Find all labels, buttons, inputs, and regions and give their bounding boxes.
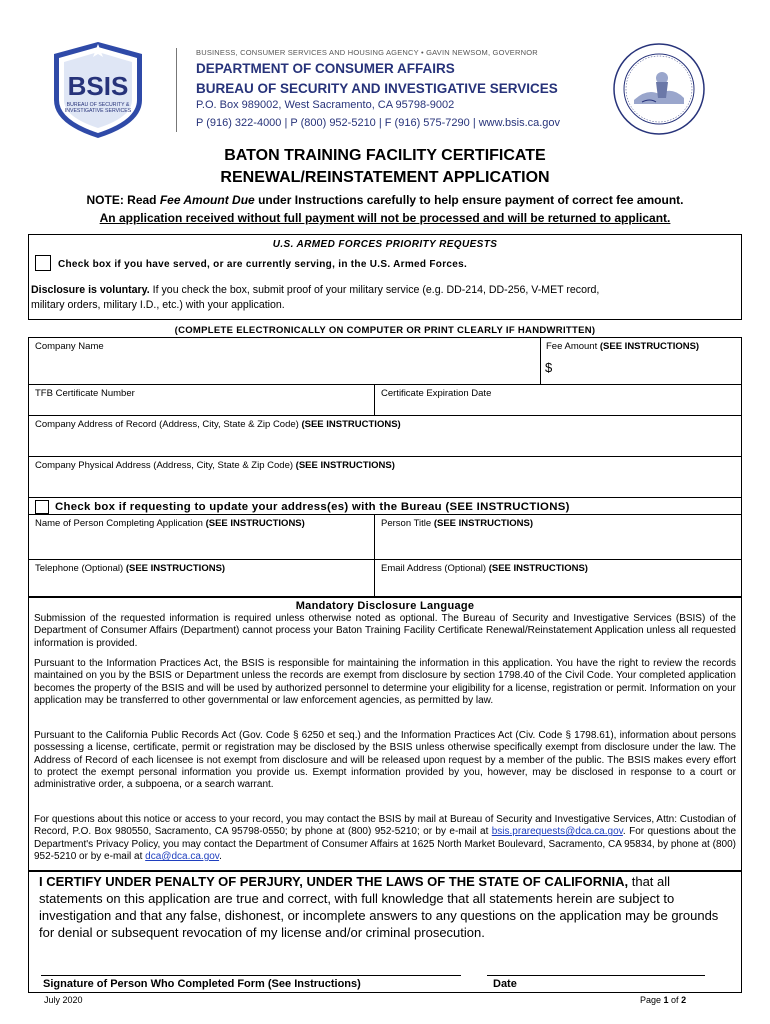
page-current: 1 <box>663 995 669 1005</box>
telephone-instructions: (SEE INSTRUCTIONS) <box>125 563 226 574</box>
fee-amount-label <box>546 341 699 352</box>
telephone-label <box>35 563 225 574</box>
tfb-number-input[interactable] <box>37 400 367 414</box>
application-form <box>28 337 742 597</box>
svg-text:BUREAU OF SECURITY &: BUREAU OF SECURITY & <box>66 102 130 108</box>
note-prefix: NOTE: Read <box>86 193 160 207</box>
bsis-email-link[interactable]: bsis.prarequests@dca.ca.gov <box>491 826 623 838</box>
telephone-input[interactable] <box>37 576 367 594</box>
contact-text-3: . <box>219 850 222 862</box>
signature-line <box>41 975 461 976</box>
military-checkbox-label: Check box if you have served, or are currently serving, in the U.S. Armed Forces. <box>58 259 468 270</box>
certification-text: that all statements on this application are true and correct, with full knowledge that all statements herein are subject to investigation and that any false, dishonest, or incomplete answers to any questions on the application may be grounds for denial or subsequent revocation of my license and/or criminal prosecution. <box>39 874 719 940</box>
bsis-logo <box>44 40 152 140</box>
military-disclosure-line2: military orders, military I.D., etc.) with your application. <box>31 299 285 311</box>
divider <box>29 415 741 416</box>
signature-input[interactable] <box>41 954 461 974</box>
email-instructions: (SEE INSTRUCTIONS) <box>488 563 588 574</box>
expiration-date-label: Certificate Expiration Date <box>381 388 492 399</box>
form-title-line-1: BATON TRAINING FACILITY CERTIFICATE <box>224 147 546 164</box>
completion-instruction: (COMPLETE ELECTRONICALLY ON COMPUTER OR PRINT CLEARLY IF HANDWRITTEN) <box>174 325 596 336</box>
divider <box>29 384 741 385</box>
certification-section <box>28 871 742 993</box>
address-of-record-instructions: (SEE INSTRUCTIONS) <box>301 419 401 430</box>
mandatory-disclosure-section <box>28 597 742 871</box>
page-number <box>640 995 686 1005</box>
disclosure-paragraph-1: Submission of the requested information is required unless otherwise noted as optional. The Bureau of Security and Investigative Services (BSIS) of the Department of Consumer Affairs (Department) cannot process your Baton Training Facility Certificate Renewal/Reinstatement Application unless all requested information is provided. <box>34 613 736 649</box>
signature-label: Signature of Person Who Completed Form (See Instructions) <box>43 978 361 990</box>
dollar-sign: $ <box>545 360 553 375</box>
disclosure-paragraph-3: Pursuant to the California Public Records Act (Gov. Code § 6250 et seq.) and the Information Practices Act (Civ. Code § 1798.61), information about persons possessing a license, certificate, permit or registration may be disclosed by the BSIS unless otherwise specifically exempt from disclosure under the law. The Address of Record of each licensee is not exempt from disclosure and will be released upon request by a member of the public. The BSIS makes every effort to protect the exempt personal information you provide us. Exempt information provided by you, however, may be disclosed in response to a court or administrative order, a subpoena, or a search warrant. <box>34 730 736 791</box>
revision-date: July 2020 <box>44 995 83 1005</box>
note-emphasis: Fee Amount Due <box>159 193 255 207</box>
payment-warning: An application received without full payment will not be processed and will be returned to applicant. <box>99 211 671 225</box>
disclosure-paragraph-4 <box>34 814 736 863</box>
date-line <box>487 975 705 976</box>
date-input[interactable] <box>487 954 705 974</box>
person-name-instructions: (SEE INSTRUCTIONS) <box>205 518 305 529</box>
update-address-label: Check box if requesting to update your address(es) with the Bureau (SEE INSTRUCTIONS) <box>55 501 570 513</box>
fee-note <box>0 193 770 207</box>
disclosure-paragraph-2: Pursuant to the Information Practices Act, the BSIS is responsible for maintaining the information in this application. You have the right to review the records maintained on you by the BSIS or Department unless the records are exempt from disclosure by section 1798.40 of the Civil Code. Your completed application becomes the property of the BSIS and will be used by authorized personnel to determine your eligibility for a license, registration or permit. Information on your application may be transferred to other governmental or law enforcement agencies, as permitted by law. <box>34 658 736 706</box>
department-name: DEPARTMENT OF CONSUMER AFFAIRS <box>196 61 455 76</box>
person-title-input[interactable] <box>381 531 731 557</box>
form-title-line-2: RENEWAL/REINSTATEMENT APPLICATION <box>220 169 550 186</box>
military-priority-section <box>28 234 742 320</box>
physical-address-label <box>35 460 395 471</box>
date-label: Date <box>493 978 517 990</box>
page-of: of <box>668 995 682 1005</box>
email-label <box>381 563 588 574</box>
address-of-record-input[interactable] <box>37 432 733 454</box>
address-of-record-text: Company Address of Record (Address, City, State & Zip Code) <box>35 419 302 430</box>
military-heading: U.S. ARMED FORCES PRIORITY REQUESTS <box>272 239 498 250</box>
divider <box>374 384 375 415</box>
fee-amount-instructions: (SEE INSTRUCTIONS) <box>599 341 700 352</box>
person-name-text: Name of Person Completing Application <box>35 518 206 529</box>
company-name-input[interactable] <box>37 352 537 382</box>
person-title-label <box>381 518 533 529</box>
address-of-record-label <box>35 419 401 430</box>
state-seal-icon <box>612 42 706 136</box>
fee-amount-input[interactable] <box>559 356 734 380</box>
physical-address-input[interactable] <box>37 473 733 495</box>
divider <box>29 514 741 515</box>
voluntary-text: If you check the box, submit proof of your military service (e.g. DD-214, DD-256, V-MET record, <box>149 284 600 296</box>
telephone-text: Telephone (Optional) <box>35 563 126 574</box>
person-title-text: Person Title <box>381 518 434 529</box>
page-total: 2 <box>681 995 687 1005</box>
military-service-checkbox[interactable] <box>35 255 51 271</box>
svg-text:BSIS: BSIS <box>67 71 129 101</box>
certification-statement <box>39 873 733 941</box>
divider <box>29 497 741 498</box>
email-text: Email Address (Optional) <box>381 563 489 574</box>
tfb-number-label: TFB Certificate Number <box>35 388 135 399</box>
fee-amount-text: Fee Amount <box>546 341 600 352</box>
disclosure-heading: Mandatory Disclosure Language <box>295 600 475 612</box>
certification-bold: I CERTIFY UNDER PENALTY OF PERJURY, UNDER THE LAWS OF THE STATE OF CALIFORNIA, <box>39 874 629 889</box>
dca-email-link[interactable]: dca@dca.ca.gov <box>145 850 220 862</box>
divider <box>29 456 741 457</box>
svg-text:INVESTIGATIVE SERVICES: INVESTIGATIVE SERVICES <box>64 108 132 114</box>
physical-address-text: Company Physical Address (Address, City, State & Zip Code) <box>35 460 296 471</box>
military-disclosure <box>31 284 599 296</box>
agency-line: BUSINESS, CONSUMER SERVICES AND HOUSING AGENCY • GAVIN NEWSOM, GOVERNOR <box>196 48 538 57</box>
voluntary-label: Disclosure is voluntary. <box>31 284 150 296</box>
note-suffix: under Instructions carefully to help ensure payment of correct fee amount. <box>254 193 684 207</box>
physical-address-instructions: (SEE INSTRUCTIONS) <box>295 460 395 471</box>
person-name-label <box>35 518 305 529</box>
divider <box>29 559 741 560</box>
mailing-address: P.O. Box 989002, West Sacramento, CA 95798-9002 <box>196 99 455 111</box>
divider <box>374 514 375 598</box>
contact-text-1: For questions about this notice or access to your record, you may contact the BSIS by mail at Bureau of Security and Investigative Services, Attn: Custodian of Record, P.O. Box 980550, Sacramento, CA 95798-0550; by phone at (800) 952-5210; or by e-mail at <box>34 814 736 838</box>
person-name-input[interactable] <box>37 531 367 557</box>
email-input[interactable] <box>381 576 731 594</box>
contact-text-2: . For questions about the Department's Privacy Policy, you may contact the Department of Consumer Affairs at 1625 North Market Boulevard, Sacramento, CA 95834, by phone at (800) 952-5210 or by e-mail at <box>34 826 736 862</box>
person-title-instructions: (SEE INSTRUCTIONS) <box>433 518 534 529</box>
update-address-checkbox[interactable] <box>35 500 49 514</box>
divider <box>540 338 541 384</box>
page-prefix: Page <box>640 995 664 1005</box>
bureau-name: BUREAU OF SECURITY AND INVESTIGATIVE SERVICES <box>196 81 558 96</box>
company-name-label: Company Name <box>35 341 104 352</box>
contact-line: P (916) 322-4000 | P (800) 952-5210 | F (916) 575-7290 | www.bsis.ca.gov <box>196 117 561 129</box>
expiration-date-input[interactable] <box>381 400 731 414</box>
header-divider <box>176 48 177 132</box>
